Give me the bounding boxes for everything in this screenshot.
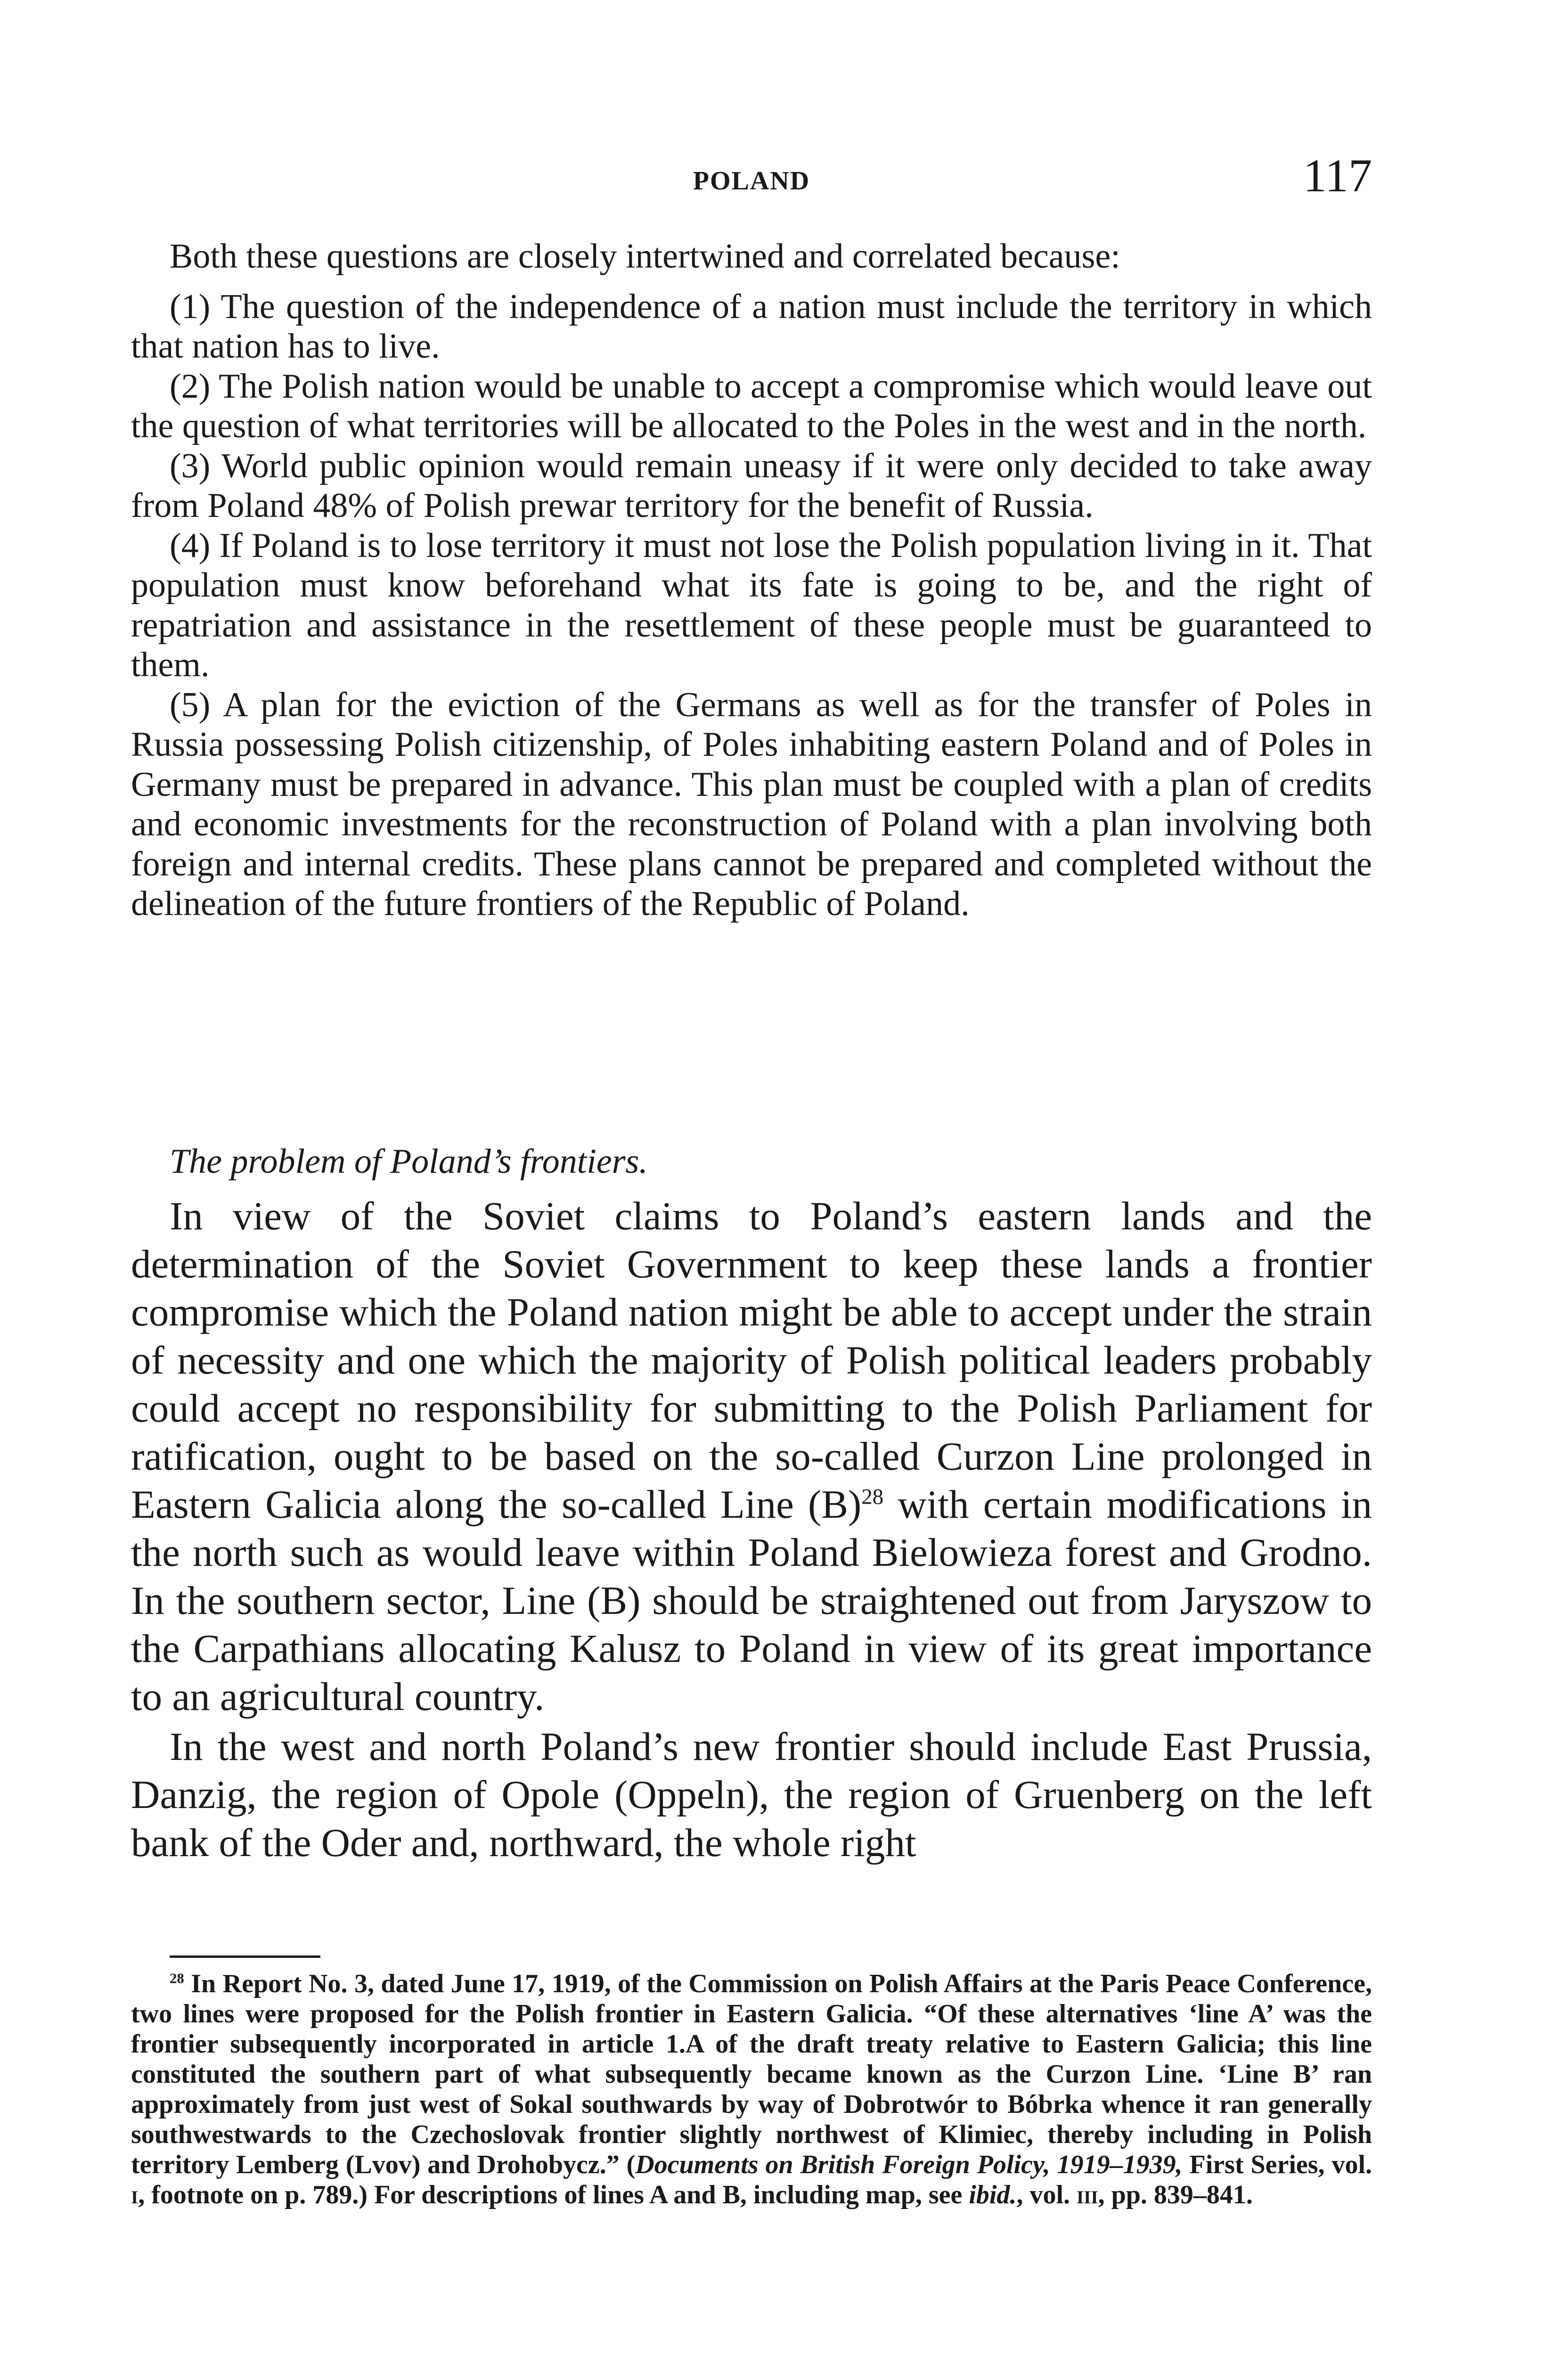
running-head	[131, 150, 1372, 202]
footnote-volume: iii	[1077, 2180, 1098, 2209]
section-body	[131, 1192, 1372, 1867]
footnote-text: , pp. 839–841.	[1098, 2180, 1253, 2209]
list-intro: Both these questions are closely intertwined and correlated because:	[170, 237, 1120, 276]
list-item: (1) The question of the independence of a nation must include the territory in which that nation has to live.	[131, 287, 1372, 366]
running-title: POLAND	[693, 166, 810, 196]
footnote-reference: 28	[861, 1484, 884, 1509]
body-paragraph	[131, 1192, 1372, 1721]
footnote-text: , footnote on p. 789.) For descriptions of lines A and B, including map, see	[138, 2180, 969, 2209]
footnote-divider	[170, 1955, 320, 1958]
section-heading: The problem of Poland’s frontiers.	[170, 1142, 648, 1181]
numbered-list	[131, 237, 1372, 924]
document-page	[131, 0, 1372, 2356]
list-item: (4) If Poland is to lose territory it must not lose the Polish population living in it. That population must know beforehand what its fate is going to be, and the right of repatriation and assistance in the resettlement of these people must be guaranteed to them.	[131, 526, 1372, 684]
list-item: (2) The Polish nation would be unable to accept a compromise which would leave out the question of what territories will be allocated to the Poles in the west and in the north.	[131, 367, 1372, 445]
footnote	[131, 1969, 1372, 2210]
paragraph-text: with certain modifications in the north such as would leave within Poland Bielowieza forest and Grodno. In the southern sector, Line (B) should be straightened out from Jaryszow to the Carpathians allocating Kalusz to Poland in view of its great importance to an agricultural country.	[131, 1482, 1372, 1719]
footnote-text: In Report No. 3, dated June 17, 1919, of the Commission on Polish Affairs at the Paris Peace Conference, two lines were proposed for the Polish frontier in Eastern Galicia. “Of these alternatives ‘line A’ was the frontier subsequently incorporated in article 1.A of the draft treaty relative to Eastern Galicia; this line constituted the southern part of what subsequently became known as the Curzon Line. ‘Line B’ ran approximately from just west of Sokal southwards by way of Dobrotwór to Bóbrka whence it ran generally southwestwards to the Czechoslovak frontier slightly northwest of Klimiec, thereby including in Polish territory Lemberg (Lvov) and Drohobycz.” (	[131, 1969, 1372, 2179]
footnote-citation-title: Documents on British Foreign Policy, 1919–1939,	[635, 2150, 1183, 2179]
paragraph-text: In view of the Soviet claims to Poland’s eastern lands and the determination of the Soviet Government to keep these lands a frontier compromise which the Poland nation might be able to accept under the strain of necessity and one which the majority of Polish political leaders probably could accept no responsibility for submitting to the Polish Parliament for ratification, ought to be based on the so-called Curzon Line prolonged in Eastern Galicia along the so-called Line (B)	[131, 1194, 1372, 1527]
footnote-text: , vol.	[1016, 2180, 1077, 2209]
footnote-text: First Series, vol.	[1182, 2150, 1372, 2179]
footnote-ibid: ibid.	[969, 2180, 1017, 2209]
page-number: 117	[1303, 149, 1372, 202]
footnote-volume: i	[131, 2180, 139, 2209]
list-item: (5) A plan for the eviction of the Germans as well as for the transfer of Poles in Russia possessing Polish citizenship, of Poles inhabiting eastern Poland and of Poles in Germany must be prepared in advance. This plan must be coupled with a plan of credits and economic investments for the reconstruction of Poland with a plan involving both foreign and internal credits. These plans cannot be prepared and completed without the delineation of the future frontiers of the Republic of Poland.	[131, 685, 1372, 923]
footnote-marker: 28	[170, 1970, 184, 1987]
list-item: (3) World public opinion would remain uneasy if it were only decided to take away from Poland 48% of Polish prewar territory for the benefit of Russia.	[131, 446, 1372, 525]
body-paragraph: In the west and north Poland’s new frontier should include East Prussia, Danzig, the region of Opole (Oppeln), the region of Gruenberg on the left bank of the Oder and, northward, the whole right	[131, 1725, 1372, 1865]
